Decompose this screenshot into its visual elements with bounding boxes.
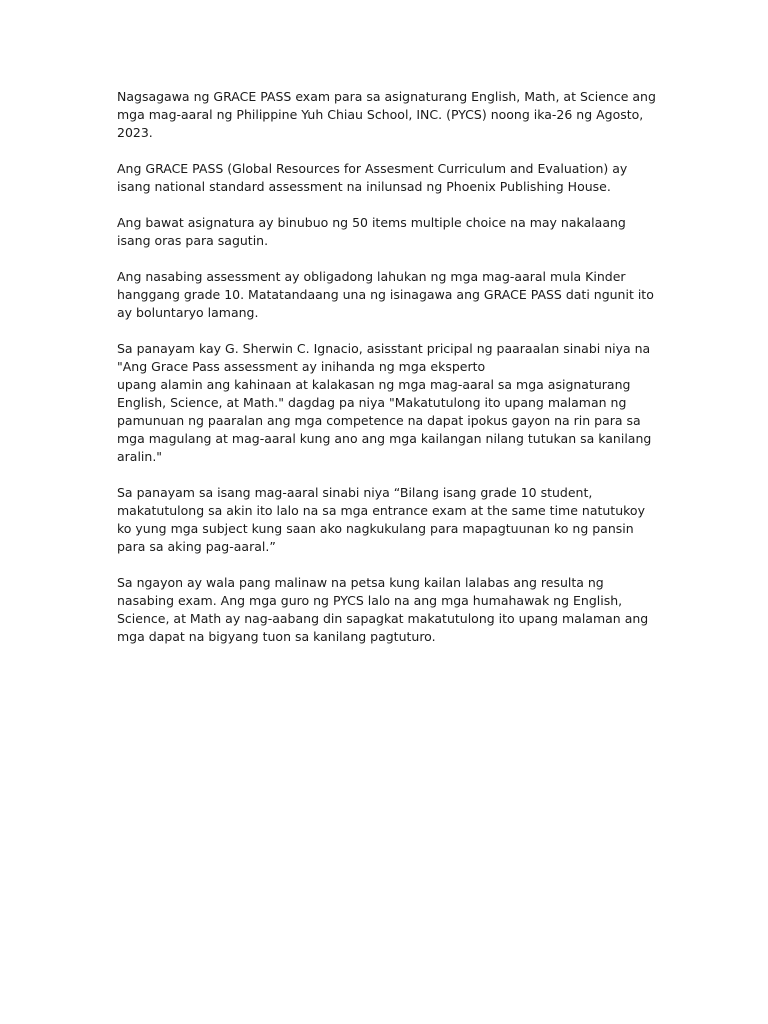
paragraph-line: ko yung mga subject kung saan ako nagkukulang para mapagtuunan ko ng pansin xyxy=(117,521,634,536)
paragraph-line: 2023. xyxy=(117,125,153,140)
paragraph-line: pamunuan ng paaralan ang mga competence na dapat ipokus gayon na rin para sa xyxy=(117,413,641,428)
paragraph-line: para sa aking pag-aaral.” xyxy=(117,539,276,554)
paragraph-line: hanggang grade 10. Matatandaang una ng isinagawa ang GRACE PASS dati ngunit ito xyxy=(117,287,654,302)
document-body xyxy=(117,88,657,664)
paragraph-line: isang oras para sagutin. xyxy=(117,233,269,248)
paragraph-3 xyxy=(117,214,657,250)
paragraph-line: "Ang Grace Pass assessment ay inihanda ng mga eksperto xyxy=(117,359,486,374)
paragraph-line: Ang GRACE PASS (Global Resources for Assesment Curriculum and Evaluation) ay xyxy=(117,161,628,176)
paragraph-line: isang national standard assessment na inilunsad ng Phoenix Publishing House. xyxy=(117,179,611,194)
paragraph-line: English, Science, at Math." dagdag pa niya "Makatutulong ito upang malaman ng xyxy=(117,395,627,410)
paragraph-line: mga magulang at mag-aaral kung ano ang mga kailangan nilang tutukan sa kanilang xyxy=(117,431,652,446)
paragraph-line: ay boluntaryo lamang. xyxy=(117,305,259,320)
paragraph-line: makatutulong sa akin ito lalo na sa mga entrance exam at the same time natutukoy xyxy=(117,503,645,518)
paragraph-line: Sa ngayon ay wala pang malinaw na petsa kung kailan lalabas ang resulta ng xyxy=(117,575,604,590)
paragraph-line: mga mag-aaral ng Philippine Yuh Chiau School, INC. (PYCS) noong ika-26 ng Agosto, xyxy=(117,107,644,122)
paragraph-2 xyxy=(117,160,657,196)
paragraph-line: Nagsagawa ng GRACE PASS exam para sa asignaturang English, Math, at Science ang xyxy=(117,89,656,104)
paragraph-5 xyxy=(117,340,657,466)
paragraph-1 xyxy=(117,88,657,142)
paragraph-line: aralin." xyxy=(117,449,163,464)
paragraph-line: Sa panayam kay G. Sherwin C. Ignacio, asisstant pricipal ng paaraalan sinabi niya na xyxy=(117,341,651,356)
paragraph-line: mga dapat na bigyang tuon sa kanilang pagtuturo. xyxy=(117,629,436,644)
paragraph-6 xyxy=(117,484,657,556)
paragraph-4 xyxy=(117,268,657,322)
paragraph-line: Ang nasabing assessment ay obligadong lahukan ng mga mag-aaral mula Kinder xyxy=(117,269,626,284)
paragraph-line: Ang bawat asignatura ay binubuo ng 50 items multiple choice na may nakalaang xyxy=(117,215,626,230)
paragraph-line: Science, at Math ay nag-aabang din sapagkat makatutulong ito upang malaman ang xyxy=(117,611,649,626)
paragraph-7 xyxy=(117,574,657,646)
paragraph-line: upang alamin ang kahinaan at kalakasan ng mga mag-aaral sa mga asignaturang xyxy=(117,377,631,392)
paragraph-line: Sa panayam sa isang mag-aaral sinabi niya “Bilang isang grade 10 student, xyxy=(117,485,593,500)
paragraph-line: nasabing exam. Ang mga guro ng PYCS lalo na ang mga humahawak ng English, xyxy=(117,593,623,608)
